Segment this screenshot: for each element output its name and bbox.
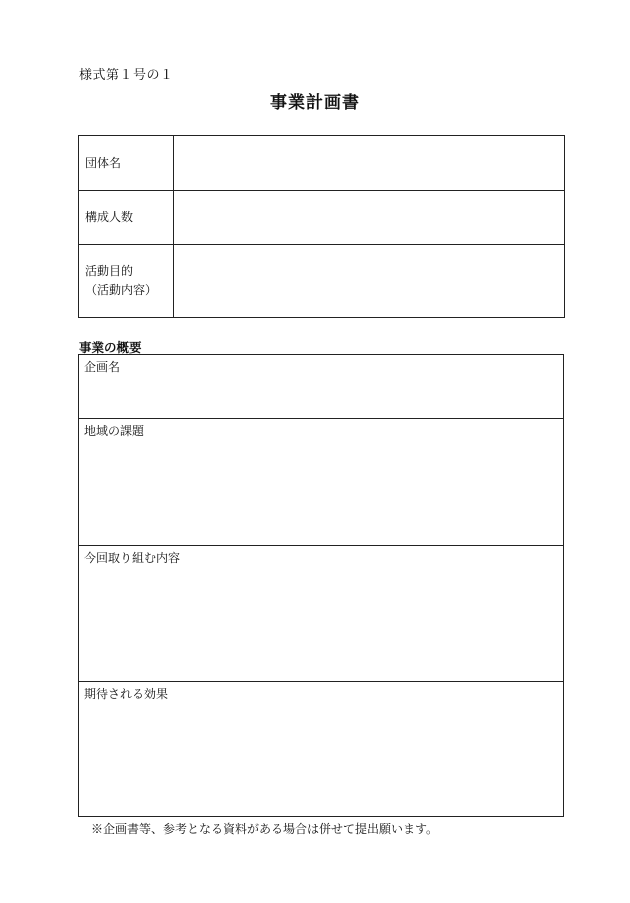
- table-row: [79, 191, 565, 245]
- label-line: （活動内容）: [85, 283, 158, 297]
- member-count-label: [79, 191, 174, 245]
- organization-info-table: [78, 135, 565, 318]
- form-number: 様式第１号の１: [79, 68, 174, 83]
- box-label: 今回取り組む内容: [84, 551, 181, 565]
- expected-effects-box[interactable]: [79, 682, 563, 816]
- summary-section: [78, 354, 564, 817]
- activity-purpose-label: [79, 245, 174, 318]
- organization-name-label: [79, 136, 174, 191]
- label-line: 団体名: [85, 155, 122, 170]
- box-label: 期待される効果: [84, 687, 169, 701]
- document-title: 事業計画書: [270, 93, 360, 113]
- footnote: ※企画書等、参考となる資料がある場合は併せて提出願います。: [91, 822, 439, 836]
- label-line: 活動目的: [85, 264, 134, 278]
- activity-purpose-field[interactable]: [174, 245, 565, 318]
- regional-issues-box[interactable]: [79, 419, 563, 546]
- member-count-field[interactable]: [174, 191, 565, 245]
- summary-heading: 事業の概要: [79, 340, 142, 355]
- planned-activities-box[interactable]: [79, 546, 563, 682]
- table-row: [79, 245, 565, 318]
- project-name-box[interactable]: [79, 355, 563, 419]
- organization-name-field[interactable]: [174, 136, 565, 191]
- label-line: 構成人数: [85, 210, 134, 224]
- box-label: 企画名: [84, 360, 121, 374]
- table-row: [79, 136, 565, 191]
- box-label: 地域の課題: [84, 424, 145, 438]
